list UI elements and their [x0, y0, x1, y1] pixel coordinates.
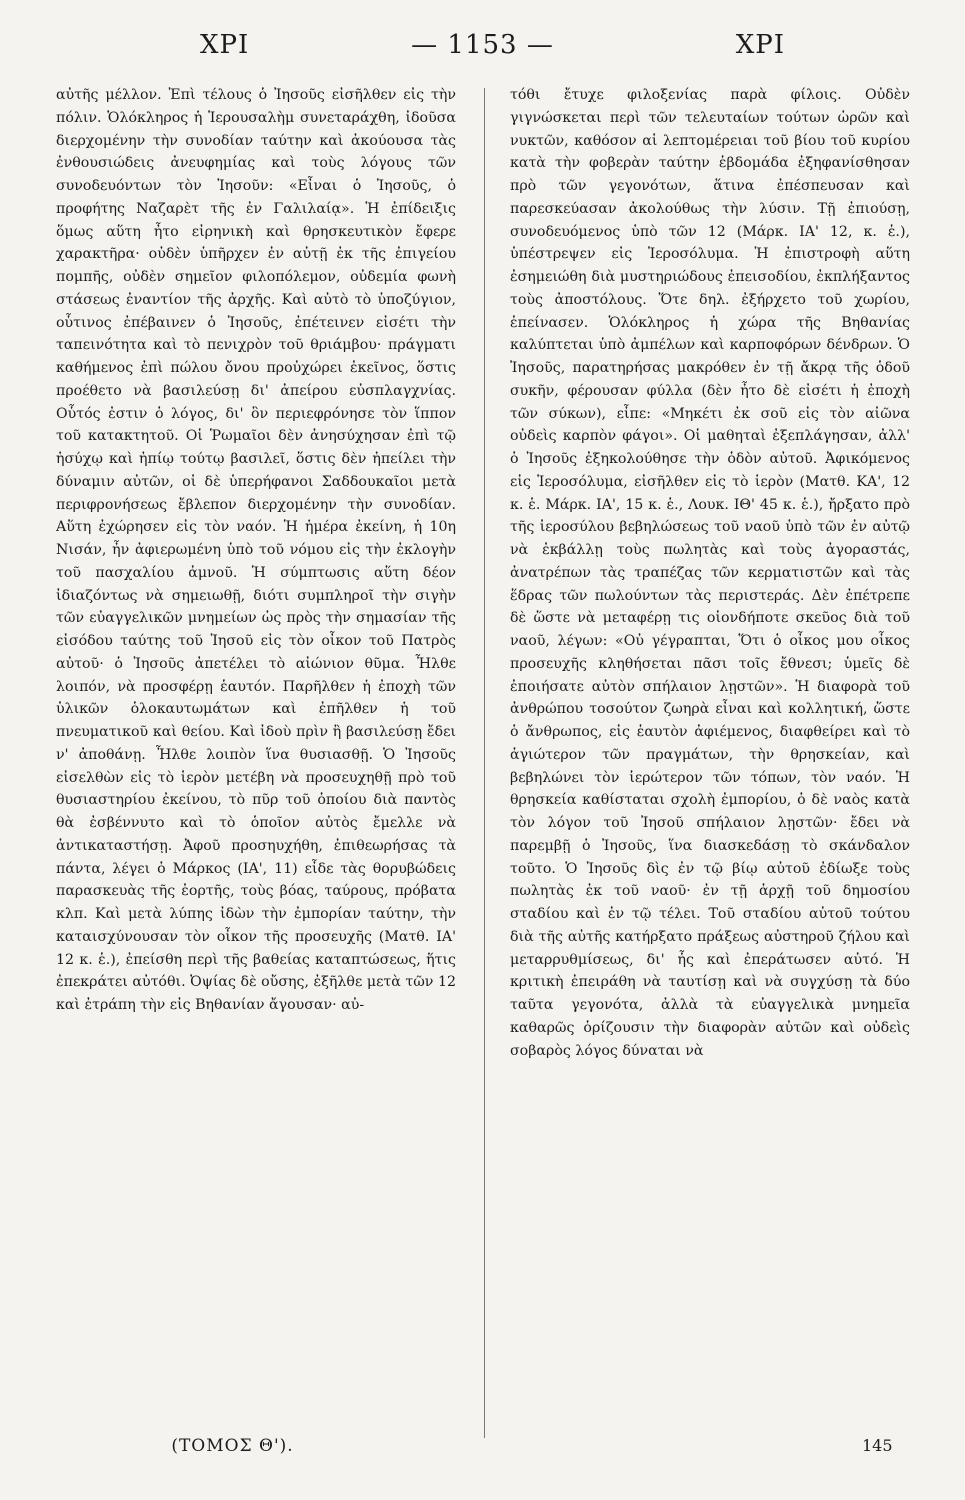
left-column: [56, 84, 456, 1017]
header-page-number: — 1153 —: [411, 30, 554, 60]
header-left-keyword: ΧΡΙ: [200, 30, 250, 60]
left-column-text: αὐτῆς μέλλον. Ἐπὶ τέλους ὁ Ἰησοῦς εἰσῆλθεν εἰς τὴν πόλιν. Ὁλόκληρος ἡ Ἱερουσαλὴμ συνεταράχθη, ἰδοῦσα διερχομένην τὴν συνοδίαν ταύτην καὶ ἀκούουσα τὰς ἐνθουσιώδεις ἀνευφημίας καὶ τοὺς λόγους τῶν συνοδευόντων τὸν Ἰησοῦν: «Εἶναι ὁ Ἰησοῦς, ὁ προφήτης Ναζαρὲτ τῆς ἐν Γαλιλαίᾳ». Ἡ ἐπίδειξις ὅμως αὕτη ἦτο εἰρηνικὴ καὶ θρησκευτικὸν ἔφερε χαρακτῆρα· οὐδὲν ὑπῆρχεν ἐν αὐτῇ ἐκ τῆς ἐπιγείου πομπῆς, οὐδὲν σημεῖον φιλοπόλεμον, οὐδεμία φωνὴ στάσεως ἐναντίον τῆς ἀρχῆς. Καὶ αὐτὸ τὸ ὑποζύγιον, οὗτινος ἐπέβαινεν ὁ Ἰησοῦς, ἐπέτεινεν εἰσέτι τὴν ταπεινότητα καὶ τὸ πενιχρὸν τοῦ θριάμβου· πράγματι καθήμενος ἐπὶ πώλου ὄνου προὐχώρει ἐκεῖνος, ὅστις προέθετο νὰ βασιλεύσῃ δι' ἀπείρου εὐσπλαγχνίας. Οὗτός ἐστιν ὁ λόγος, δι' ὃν περιεφρόνησε τὸν ἵππον τοῦ κατακτητοῦ. Οἱ Ῥωμαῖοι δὲν ἀνησύχησαν ἐπὶ τῷ ἡσύχῳ καὶ ἠπίῳ τούτῳ βασιλεῖ, ὅστις δὲν ἠπείλει τὴν δύναμιν αὐτῶν, οἱ δὲ ὑπερήφανοι Σαδδουκαῖοι μετὰ περιφρονήσεως ἔβλεπον διερχομένην τὴν συνοδίαν. Αὕτη ἐχώρησεν εἰς τὸν ναόν. Ἡ ἡμέρα ἐκείνη, ἡ 10η Νισάν, ἦν ἀφιερωμένη ὑπὸ τοῦ νόμου εἰς τὴν ἐκλογὴν τοῦ πασχαλίου ἀμνοῦ. Ἡ σύμπτωσις αὕτη δέον ἰδιαζόντως νὰ σημειωθῇ, διότι συμπληροῖ τὴν σιγὴν τῶν εὐαγγελικῶν μνημείων ὡς πρὸς τὴν σημασίαν τῆς εἰσόδου ταύτης τοῦ Ἰησοῦ εἰς τὸν οἶκον τοῦ Πατρὸς αὐτοῦ· ὁ Ἰησοῦς ἀπετέλει τὸ αἰώνιον θῦμα. Ἦλθε λοιπόν, νὰ προσφέρῃ ἑαυτόν. Παρῆλθεν ἡ ἐποχὴ τῶν ὑλικῶν ὁλοκαυτωμάτων καὶ ἐπῆλθεν ἡ τοῦ πνευματικοῦ καὶ θείου. Καὶ ἰδοὺ πρὶν ἢ βασιλεύσῃ ἔδει ν' ἀποθάνῃ. Ἦλθε λοιπὸν ἵνα θυσιασθῇ. Ὁ Ἰησοῦς εἰσελθὼν εἰς τὸ ἱερὸν μετέβη νὰ προσευχηθῇ πρὸ τοῦ θυσιαστηρίου ἐκείνου, τὸ πῦρ τοῦ ὁποίου διὰ παντὸς θὰ ἐσβέννυτο καὶ τὸ ὁποῖον αὐτὸς ἔμελλε νὰ ἀντικαταστήσῃ. Ἀφοῦ προσηυχήθη, ἐπιθεωρήσας τὰ πάντα, λέγει ὁ Μάρκος (ΙΑ', 11) εἶδε τὰς θορυβώδεις παρασκευὰς τῆς ἑορτῆς, τοὺς βόας, ταύρους, πρόβατα κλπ. Καὶ μετὰ λύπης ἰδὼν τὴν ἐμπορίαν ταύτην, τὴν καταισχύνουσαν τὸν οἶκον τῆς προσευχῆς (Ματθ. ΙΑ' 12 κ. ἑ.), ἐπείσθη περὶ τῆς βαθείας καταπτώσεως, ἥτις ἐπεκράτει αὐτόθι. Ὀψίας δὲ οὔσης, ἐξῆλθε μετὰ τῶν 12 καὶ ἐτράπη τὴν εἰς Βηθανίαν ἄγουσαν· αὐ-: [56, 87, 456, 1013]
right-column-text: τόθι ἔτυχε φιλοξενίας παρὰ φίλοις. Οὐδὲν γιγνώσκεται περὶ τῶν τελευταίων τούτων ὡρῶν καὶ νυκτῶν, καθόσον αἱ λεπτομέρειαι τοῦ βίου τοῦ κυρίου κατὰ τὴν φοβερὰν ταύτην ἑβδομάδα ἐξηφανίσθησαν πρὸ τῶν γεγονότων, ἅτινα ἐπέσπευσαν καὶ παρεσκεύασαν ἀκολούθως τὴν λύσιν. Τῇ ἐπιούσῃ, συνοδευόμενος ὑπὸ τῶν 12 (Μάρκ. ΙΑ' 12, κ. ἑ.), ὑπέστρεψεν εἰς Ἱεροσόλυμα. Ἡ ἐπιστροφὴ αὕτη ἐσημειώθη διὰ μυστηριώδους ἐπεισοδίου, ἐκπλήξαντος τοὺς ἀποστόλους. Ὅτε δηλ. ἐξήρχετο τοῦ χωρίου, ἐπείνασεν. Ὁλόκληρος ἡ χώρα τῆς Βηθανίας καλύπτεται ὑπὸ ἀμπέλων καὶ καρποφόρων δένδρων. Ὁ Ἰησοῦς, παρατηρήσας μακρόθεν ἐν τῇ ἄκρᾳ τῆς ὁδοῦ συκῆν, φέρουσαν φύλλα (δὲν ἦτο δὲ εἰσέτι ἡ ἐποχὴ τῶν σύκων), εἶπε: «Μηκέτι ἐκ σοῦ εἰς τὸν αἰῶνα οὐδεὶς καρπὸν φάγοι». Οἱ μαθηταὶ ἐξεπλάγησαν, ἀλλ' ὁ Ἰησοῦς ἐξηκολούθησε τὴν ὁδὸν αὐτοῦ. Ἀφικόμενος εἰς Ἱεροσόλυμα, εἰσῆλθεν εἰς τὸ ἱερὸν (Ματθ. ΚΑ', 12 κ. ἑ. Μάρκ. ΙΑ', 15 κ. ἑ., Λουκ. ΙΘ' 45 κ. ἑ.), ἤρξατο πρὸ τῆς ἱεροσύλου βεβηλώσεως τοῦ ναοῦ ὑπὸ τῶν ἐν αὐτῷ νὰ ἐκβάλλῃ τοὺς πωλητὰς καὶ τοὺς ἀγοραστάς, ἀνατρέπων τὰς τραπέζας τῶν κερματιστῶν καὶ τὰς ἕδρας τῶν πωλούντων τὰς περιστεράς. Δὲν ἐπέτρεπε δὲ ὥστε νὰ μεταφέρῃ τις οἱονδήποτε σκεῦος διὰ τοῦ ναοῦ, λέγων: «Οὐ γέγραπται, Ὅτι ὁ οἶκος μου οἶκος προσευχῆς κληθήσεται πᾶσι τοῖς ἔθνεσι; ὑμεῖς δὲ ἐποιήσατε αὐτὸν σπήλαιον λῃστῶν». Ἡ διαφορὰ τοῦ ἀνθρώπου τοσούτον ζωηρὰ εἶναι καὶ κολλητική, ὥστε ὁ ἄνθρωπος, εἰς ἑαυτὸν ἀφιέμενος, διαφθείρει καὶ τὸ ἁγιώτερον τῶν πραγμάτων, τὴν θρησκείαν, καὶ βεβηλώνει τὸν ἱερώτερον τῶν τόπων, τὸν ναόν. Ἡ θρησκεία καθίσταται σχολὴ ἐμπορίου, ὁ δὲ ναὸς κατὰ τὸν λόγον τοῦ Ἰησοῦ σπήλαιον λῃστῶν· ἔδει νὰ παρεμβῇ ὁ Ἰησοῦς, ἵνα διασκεδάσῃ τὸ σκάνδαλον τοῦτο. Ὁ Ἰησοῦς δὶς ἐν τῷ βίῳ αὐτοῦ ἐδίωξε τοὺς πωλητὰς ἐκ τοῦ ναοῦ· ἐν τῇ ἀρχῇ τοῦ δημοσίου σταδίου καὶ ἐν τῷ τέλει. Τοῦ σταδίου αὐτοῦ τούτου διὰ τῆς αὐτῆς κατήρξατο πράξεως αὐστηροῦ ζήλου καὶ μεταρρυθμίσεως, δι' ἧς καὶ ἐπεράτωσεν αὐτό. Ἡ κριτικὴ ἐπειράθη νὰ ταυτίσῃ καὶ νὰ συγχύσῃ τὰ δύο ταῦτα γεγονότα, ἀλλὰ τὰ εὐαγγελικὰ μνημεῖα καθαρῶς ὁρίζουσιν τὴν διαφορὰν αὐτῶν καὶ οὐδεὶς σοβαρὸς λόγος δύναται νὰ: [510, 87, 910, 1059]
right-column: [510, 84, 910, 1062]
volume-label: (ΤΟΜΟΣ Θ').: [171, 1436, 294, 1456]
column-divider: [484, 88, 485, 1438]
header-right-keyword: ΧΡΙ: [735, 30, 785, 60]
sheet-number: 145: [862, 1436, 893, 1455]
page-header: [60, 30, 905, 70]
